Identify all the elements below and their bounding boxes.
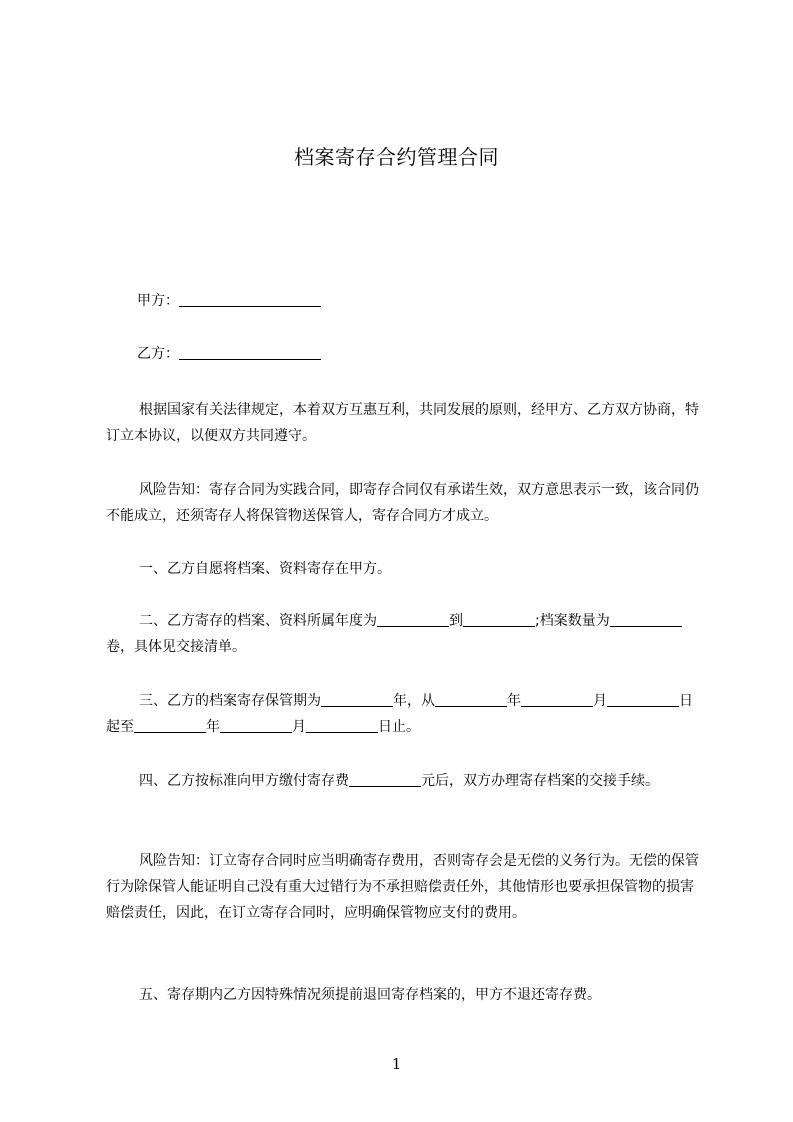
clause-3-text-5: 日起至 — [106, 693, 693, 735]
clause-2-quantity-blank — [610, 611, 682, 627]
clause-3-end-year-blank — [134, 717, 206, 733]
clause-3-text-7: 月 — [292, 719, 306, 735]
clause-2 — [106, 608, 702, 660]
clause-4-text-1: 四、乙方按标准向甲方缴付寄存费 — [139, 773, 349, 789]
clause-2-year-from-blank — [377, 611, 449, 627]
clause-4-fee-blank — [349, 771, 421, 787]
clause-3-start-day-blank — [607, 691, 679, 707]
clause-4 — [106, 768, 702, 794]
page-number: 1 — [391, 1055, 402, 1073]
clause-1: 一、乙方自愿将档案、资料寄存在甲方。 — [139, 561, 391, 577]
clause-2-text-4: 卷，具体见交接清单。 — [106, 639, 246, 655]
clause-3-period-blank — [321, 691, 393, 707]
clause-2-text-2: 到 — [449, 613, 463, 629]
clause-3-start-month-blank — [521, 691, 593, 707]
clause-3-text-3: 年 — [507, 693, 521, 709]
clause-3-end-month-blank — [220, 717, 292, 733]
clause-3-start-year-blank — [435, 691, 507, 707]
clause-3-end-day-blank — [306, 717, 378, 733]
clause-3-text-2: 年，从 — [393, 693, 435, 709]
party-b-line — [137, 341, 733, 367]
party-a-label: 甲方： — [137, 293, 179, 309]
clause-3-text-8: 日止。 — [378, 719, 420, 735]
party-b-blank — [179, 344, 321, 360]
clause-3-text-4: 月 — [593, 693, 607, 709]
document-title: 档案寄存合约管理合同 — [294, 145, 499, 169]
clause-3-text-1: 三、乙方的档案寄存保管期为 — [139, 693, 321, 709]
party-b-label: 乙方： — [137, 346, 179, 362]
clause-4-text-2: 元后，双方办理寄存档案的交接手续。 — [421, 773, 659, 789]
clause-2-text-1: 二、乙方寄存的档案、资料所属年度为 — [139, 613, 377, 629]
party-a-blank — [179, 291, 321, 307]
clause-3 — [106, 688, 702, 740]
clause-5: 五、寄存期内乙方因特殊情况须提前退回寄存档案的，甲方不退还寄存费。 — [139, 987, 601, 1003]
risk-notice-1: 风险告知：寄存合同为实践合同，即寄存合同仅有承诺生效，双方意思表示一致，该合同仍不能成立，还须寄存人将保管物送保管人，寄存合同方才成立。 — [106, 482, 699, 524]
party-a-line — [137, 288, 733, 314]
risk-notice-2: 风险告知：订立寄存合同时应当明确寄存费用，否则寄存会是无偿的义务行为。无偿的保管行为除保管人能证明自己没有重大过错行为不承担赔偿责任外，其他情形也要承担保管物的损害赔偿责任，因此，在订立寄存合同时，应明确保管物应支付的费用。 — [106, 853, 699, 921]
clause-2-year-to-blank — [463, 611, 535, 627]
intro-paragraph: 根据国家有关法律规定，本着双方互惠互利，共同发展的原则，经甲方、乙方双方协商，特订立本协议，以便双方共同遵守。 — [106, 402, 699, 444]
clause-3-text-6: 年 — [206, 719, 220, 735]
clause-2-text-3: ;档案数量为 — [535, 613, 610, 629]
